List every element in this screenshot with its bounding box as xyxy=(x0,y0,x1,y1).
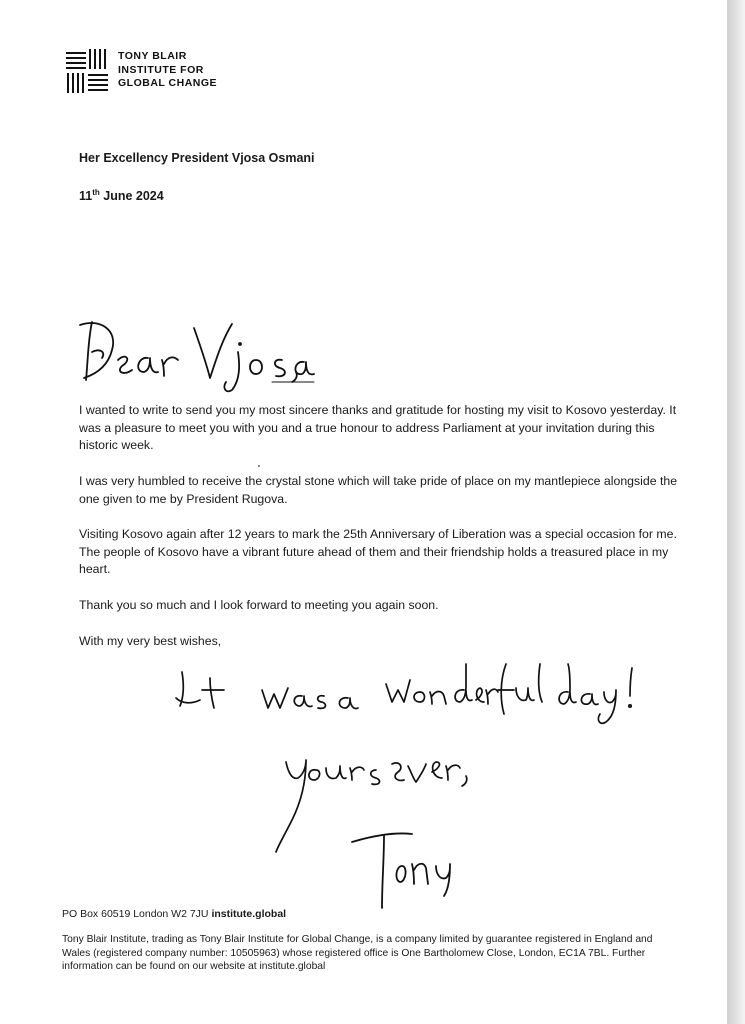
footer-legal-notice: Tony Blair Institute, trading as Tony Blair Institute for Global Change, is a company limited by guarantee registered in England and Wales (registered company number: 10505963) whose registered office is One Bartholomew Close, London, EC1A 7BL. Further information can be found on our website at institute.global xyxy=(62,934,653,972)
footer-address xyxy=(62,908,286,920)
postal-address: PO Box 60519 London W2 7JU xyxy=(62,908,209,920)
page-edge-shadow xyxy=(727,0,745,1024)
date-day: 11 xyxy=(79,189,93,204)
footer-website: institute.global xyxy=(211,908,287,920)
body-paragraph-1: I wanted to write to send you my most sincere thanks and gratitude for hosting my visit to Kosovo yesterday. It was a pleasure to meet you with you and a true honour to address Parliament at your invitation during this historic week. xyxy=(79,403,677,452)
body-paragraph-2: I was very humbled to receive the crystal stone which will take pride of place on my mantlepiece alongside the one given to me by President Rugova. xyxy=(79,474,678,506)
org-line-1: TONY BLAIR xyxy=(118,50,187,62)
closing-line: With my very best wishes, xyxy=(79,634,222,648)
date-rest: June 2024 xyxy=(99,189,164,204)
date-suffix: th xyxy=(92,188,100,197)
body-paragraph-4: Thank you so much and I look forward to meeting you again soon. xyxy=(79,598,439,612)
recipient: Her Excellency President Vjosa Osmani xyxy=(79,151,315,165)
org-line-2: INSTITUTE FOR xyxy=(118,63,204,76)
body-paragraph-3: Visiting Kosovo again after 12 years to mark the 25th Anniversary of Liberation was a special occasion for me. The people of Kosovo have a vibrant future ahead of them and their friendship holds a treasured place in my heart. xyxy=(79,527,677,576)
org-line-3: GLOBAL CHANGE xyxy=(118,77,218,89)
